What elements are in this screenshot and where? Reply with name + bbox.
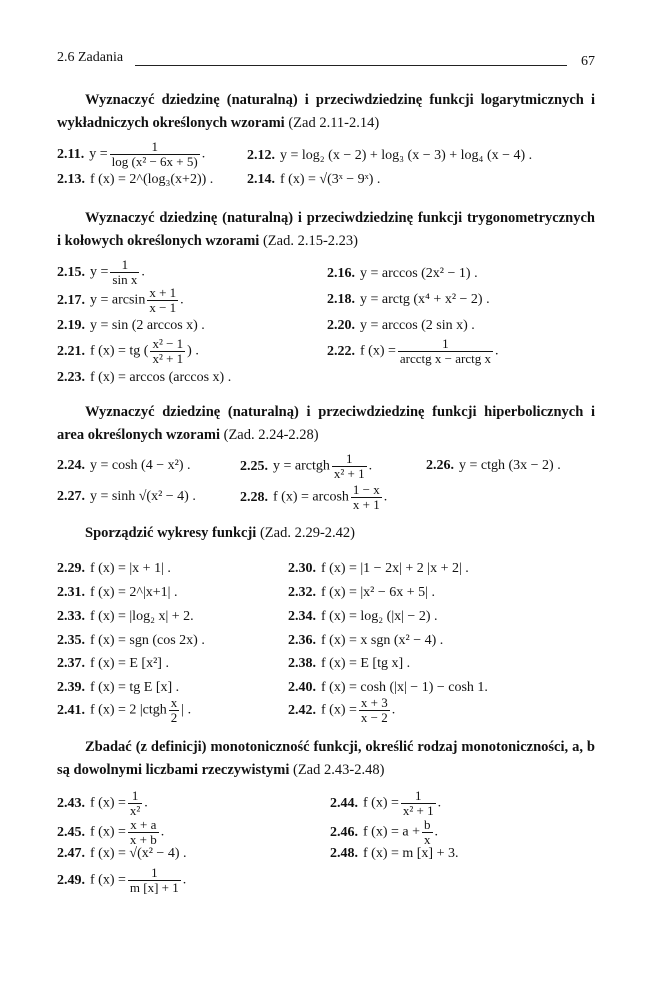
fraction [351, 483, 382, 512]
problem-number: 2.49. [57, 872, 85, 888]
problem-number: 2.47. [57, 846, 85, 861]
problem-number: 2.25. [240, 458, 268, 474]
tail: . [182, 872, 187, 888]
expression: f (x) = |x + 1| . [90, 561, 171, 576]
tail: . [180, 292, 184, 308]
lhs: f (x) = [90, 872, 126, 888]
instruction-text: Wyznaczyć dziedzinę (naturalną) i przeciwdziedzinę funkcji trygonometrycznych i kołowych określonych wzorami [57, 210, 595, 249]
expression: f (x) = log₂ (|x| − 2) . [321, 609, 438, 624]
problem-2-20 [327, 318, 475, 334]
fraction [332, 452, 367, 481]
expression: y = cosh (4 − x²) . [90, 458, 191, 473]
problem-2-14 [247, 172, 380, 188]
problem-number: 2.15. [57, 264, 85, 280]
problem-number: 2.13. [57, 172, 85, 187]
problem-2-33 [57, 609, 194, 625]
expression: f (x) = x sgn (x² − 4) . [321, 633, 444, 648]
problem-2-24 [57, 458, 190, 474]
problem-number: 2.31. [57, 585, 85, 600]
problem-number: 2.33. [57, 609, 85, 624]
problem-2-25 [240, 452, 372, 481]
page-number: 67 [581, 54, 595, 69]
problem-2-15 [57, 258, 145, 287]
problem-number: 2.48. [330, 846, 358, 861]
tail: . [494, 343, 499, 359]
numerator: b [424, 817, 431, 832]
problem-2-49 [57, 866, 186, 895]
page-header [57, 50, 595, 70]
denominator: x [424, 832, 431, 847]
problem-number: 2.21. [57, 343, 85, 359]
problem-2-43 [57, 789, 148, 818]
problem-2-34 [288, 609, 437, 625]
tail: . [437, 795, 442, 811]
problem-2-13 [57, 172, 213, 188]
instruction-paragraph [57, 736, 595, 782]
problem-number: 2.28. [240, 489, 268, 505]
expression: f (x) = √(x² − 4) . [90, 846, 187, 861]
expression: f (x) = 2^(log₃(x+2)) . [90, 172, 214, 187]
problem-number: 2.46. [330, 824, 358, 840]
problem-range: (Zad. 2.29-2.42) [259, 525, 355, 541]
problem-number: 2.24. [57, 458, 85, 473]
problem-2-36 [288, 633, 443, 649]
problem-number: 2.19. [57, 318, 85, 333]
problem-2-38 [288, 656, 410, 672]
problem-number: 2.45. [57, 824, 85, 840]
denominator: x + b [129, 832, 157, 847]
problem-number: 2.27. [57, 489, 85, 504]
problem-number: 2.18. [327, 292, 355, 307]
expression: f (x) = arccos (arccos x) . [90, 370, 232, 385]
problem-number: 2.22. [327, 343, 355, 359]
problem-number: 2.34. [288, 609, 316, 624]
tail: . [141, 264, 145, 280]
problem-2-39 [57, 680, 179, 696]
problem-2-30 [288, 561, 469, 577]
problem-2-40 [288, 680, 488, 696]
denominator: log (x² − 6x + 5) [111, 154, 198, 169]
problem-number: 2.26. [426, 458, 454, 473]
denominator: x² [129, 803, 141, 818]
instruction-text: Sporządzić wykresy funkcji [85, 525, 257, 541]
problem-number: 2.29. [57, 561, 85, 576]
denominator: x² + 1 [333, 466, 365, 481]
problem-2-27 [57, 489, 196, 505]
instruction-paragraph [57, 89, 595, 135]
problem-2-22 [327, 337, 498, 366]
denominator: 2 [170, 710, 178, 725]
tail: . [368, 458, 373, 474]
expression: y = arccos (2 sin x) . [360, 318, 475, 333]
fraction [422, 818, 433, 847]
lhs: f (x) = [321, 702, 357, 718]
numerator: 1 [345, 451, 353, 466]
expression: f (x) = |1 − 2x| + 2 |x + 2| . [321, 561, 469, 576]
expression: f (x) = cosh (|x| − 1) − cosh 1. [321, 680, 488, 695]
problem-2-28 [240, 483, 387, 512]
numerator: x [170, 695, 178, 710]
expression: f (x) = E [tg x] . [321, 656, 411, 671]
problem-2-41 [57, 696, 191, 725]
problem-2-26 [426, 458, 561, 474]
section-title: 2.6 Zadania [57, 50, 124, 65]
tail: . [201, 146, 206, 162]
problem-2-37 [57, 656, 169, 672]
fraction [128, 789, 142, 818]
instruction-text: Zbadać (z definicji) monotoniczność funkcji, określić rodzaj monotoniczności, a, b są dowolnymi liczbami rzeczywistymi [57, 739, 595, 778]
tail: . [160, 824, 165, 840]
expression: y = log₂ (x − 2) + log₃ (x − 3) + log₄ (x − 4) . [280, 148, 533, 163]
problem-2-46 [330, 818, 438, 847]
numerator: x² − 1 [152, 336, 184, 351]
problem-2-23 [57, 370, 231, 386]
numerator: 1 [151, 865, 158, 880]
problem-range: (Zad. 2.24-2.28) [223, 427, 319, 443]
expression: y = sinh √(x² − 4) . [90, 489, 196, 504]
problem-2-18 [327, 292, 490, 308]
fraction [110, 140, 200, 169]
header-rule [135, 65, 567, 66]
problem-2-44 [330, 789, 441, 818]
numerator: x + a [130, 817, 157, 832]
problem-number: 2.23. [57, 370, 85, 385]
lhs: y = arctgh [273, 458, 330, 474]
problem-number: 2.35. [57, 633, 85, 648]
fraction [401, 789, 436, 818]
problem-2-32 [288, 585, 435, 601]
instruction-text: Wyznaczyć dziedzinę (naturalną) i przeciwdziedzinę funkcji logarytmicznych i wykładniczych określonych wzorami [57, 92, 595, 131]
problem-number: 2.12. [247, 148, 275, 163]
problem-number: 2.11. [57, 146, 85, 162]
numerator: x + 1 [149, 285, 177, 300]
lhs: y = [89, 146, 108, 162]
problem-number: 2.37. [57, 656, 85, 671]
lhs: y = arcsin [90, 292, 146, 308]
numerator: 1 [442, 336, 449, 351]
denominator: x² + 1 [152, 351, 184, 366]
fraction [110, 258, 139, 287]
problem-range: (Zad 2.43-2.48) [293, 762, 385, 778]
problem-number: 2.43. [57, 795, 85, 811]
problem-number: 2.20. [327, 318, 355, 333]
tail: ) . [187, 343, 199, 359]
denominator: sin x [112, 272, 138, 287]
problem-number: 2.41. [57, 702, 85, 718]
problem-2-21 [57, 337, 199, 366]
numerator: 1 − x [352, 482, 380, 497]
lhs: f (x) = [90, 824, 126, 840]
fraction [128, 866, 181, 895]
expression: f (x) = |log₂ x| + 2. [90, 609, 194, 624]
problem-2-48 [330, 846, 459, 862]
numerator: 1 [121, 257, 129, 272]
denominator: x + 1 [352, 497, 380, 512]
lhs: y = [90, 264, 109, 280]
tail: . [144, 795, 148, 811]
denominator: m [x] + 1 [129, 880, 179, 895]
lhs: f (x) = tg ( [90, 343, 149, 359]
problem-2-19 [57, 318, 205, 334]
problem-2-31 [57, 585, 177, 601]
expression: y = sin (2 arccos x) . [90, 318, 205, 333]
expression: y = ctgh (3x − 2) . [459, 458, 561, 473]
fraction [150, 337, 185, 366]
problem-number: 2.32. [288, 585, 316, 600]
expression: y = arctg (x⁴ + x² − 2) . [360, 292, 490, 307]
problem-2-17 [57, 286, 184, 315]
denominator: arcctg x − arctg x [399, 351, 491, 366]
fraction [147, 286, 178, 315]
problem-number: 2.30. [288, 561, 316, 576]
problem-number: 2.36. [288, 633, 316, 648]
problem-2-16 [327, 266, 478, 282]
problem-number: 2.44. [330, 795, 358, 811]
fraction [169, 696, 180, 725]
problem-2-42 [288, 696, 395, 725]
instruction-paragraph [57, 522, 595, 545]
expression: f (x) = tg E [x] . [90, 680, 180, 695]
problem-2-35 [57, 633, 205, 649]
lhs: f (x) = [360, 343, 396, 359]
expression: y = arccos (2x² − 1) . [360, 266, 478, 281]
lhs: f (x) = 2 |ctgh [90, 702, 167, 718]
numerator: x + 3 [360, 695, 388, 710]
lhs: f (x) = arcosh [273, 489, 349, 505]
problem-number: 2.14. [247, 172, 275, 187]
expression: f (x) = |x² − 6x + 5| . [321, 585, 435, 600]
problem-2-47 [57, 846, 186, 862]
problem-range: (Zad. 2.15-2.23) [262, 233, 358, 249]
lhs: f (x) = [90, 795, 126, 811]
tail: . [434, 824, 438, 840]
instruction-paragraph [57, 207, 595, 253]
instruction-paragraph [57, 401, 595, 447]
tail: . [391, 702, 396, 718]
problem-number: 2.38. [288, 656, 316, 671]
problem-2-11 [57, 140, 205, 169]
fraction [128, 818, 159, 847]
problem-2-45 [57, 818, 164, 847]
tail: | . [181, 702, 192, 718]
numerator: 1 [131, 788, 139, 803]
problem-number: 2.39. [57, 680, 85, 695]
lhs: f (x) = a + [363, 824, 420, 840]
problem-number: 2.40. [288, 680, 316, 695]
tail: . [383, 489, 388, 505]
denominator: x − 2 [360, 710, 388, 725]
problem-number: 2.42. [288, 702, 316, 718]
expression: f (x) = E [x²] . [90, 656, 169, 671]
fraction [359, 696, 390, 725]
problem-range: (Zad 2.11-2.14) [288, 115, 380, 131]
expression: f (x) = √(3ˣ − 9ˣ) . [280, 172, 381, 187]
expression: f (x) = m [x] + 3. [363, 846, 459, 861]
expression: f (x) = sgn (cos 2x) . [90, 633, 205, 648]
fraction [398, 337, 493, 366]
denominator: x² + 1 [402, 803, 434, 818]
instruction-text: Wyznaczyć dziedzinę (naturalną) i przeciwdziedzinę funkcji hiperbolicznych i area określonych wzorami [57, 404, 595, 443]
numerator: 1 [151, 139, 158, 154]
expression: f (x) = 2^|x+1| . [90, 585, 178, 600]
lhs: f (x) = [363, 795, 399, 811]
numerator: 1 [415, 788, 422, 803]
problem-number: 2.17. [57, 292, 85, 308]
problem-2-29 [57, 561, 171, 577]
problem-number: 2.16. [327, 266, 355, 281]
problem-2-12 [247, 148, 532, 164]
denominator: x − 1 [149, 300, 177, 315]
